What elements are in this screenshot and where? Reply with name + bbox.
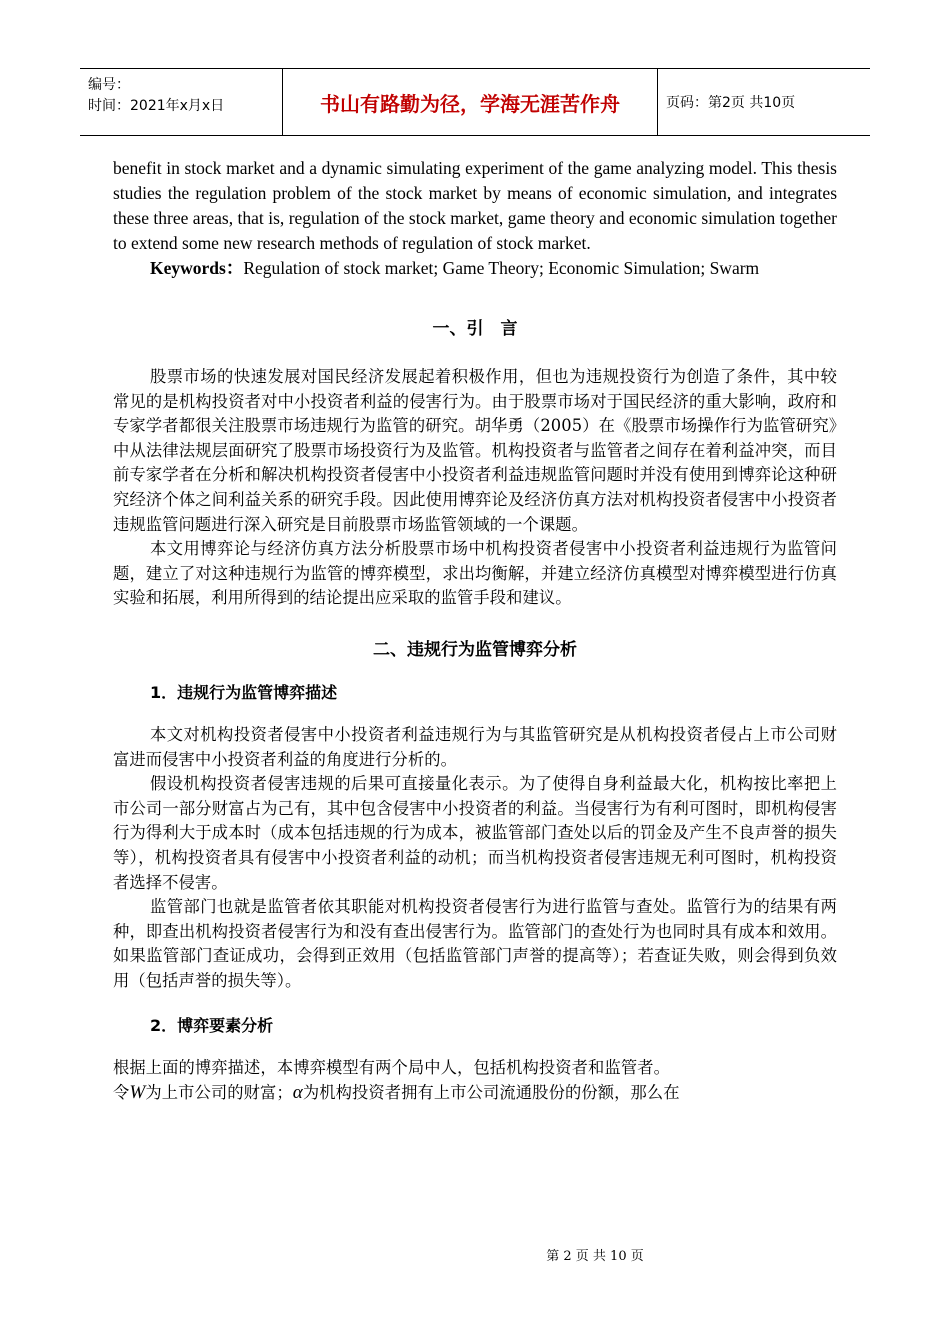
subsection1-paragraph: 假设机构投资者侵害违规的后果可直接量化表示。为了使得自身利益最大化，机构按比率把上市公司一部分财富占为己有，其中包含侵害中小投资者的利益。当侵害行为有利可图时，即机构侵害行为得利大于成本时（成本包括违规的行为成本，被监管部门查处以后的罚金及产生不良声誉的损失等），机构投资者具有侵害中小投资者利益的动机；而当机构投资者侵害违规无利可图时，机构投资者选择不侵害。 [113,774,837,892]
section2-heading: 二、违规行为监管博弈分析 [373,639,577,660]
section1-paragraph: 本文用博弈论与经济仿真方法分析股票市场中机构投资者侵害中小投资者利益违规行为监管问题，建立了对这种违规行为监管的博弈模型，求出均衡解，并建立经济仿真模型对博弈模型进行仿真实验和拓展，利用所得到的结论提出应采取的监管手段和建议。 [113,539,837,608]
header-page-info: 页码：第2页 共10页 [666,95,796,111]
page-body [113,156,837,1106]
header-number-label: 编号： [88,77,130,93]
subsection1-paragraph: 本文对机构投资者侵害中小投资者利益违规行为与其监管研究是从机构投资者侵占上市公司财富进而侵害中小投资者利益的角度进行分析的。 [113,724,837,769]
keywords-label: Keywords： [150,258,244,278]
subsection2-heading: 2．博弈要素分析 [150,1016,274,1036]
variable-w: W [129,1082,146,1104]
keywords-text: Regulation of stock market; Game Theory; Economic Simulation; Swarm [243,258,760,278]
page-header [80,68,870,136]
subsection2-paragraph-variables: 令W为上市公司的财富；α为机构投资者拥有上市公司流通股份的份额，那么在 [113,1082,680,1104]
header-time-label: 时间：2021年x月x日 [88,98,225,114]
abstract-tail: benefit in stock market and a dynamic simulating experiment of the game analyzing model. This thesis studies the regulation problem of the stock market by means of economic simulation, and integrates these three areas, that is, regulation of the stock market, game theory and economic simulation together to extend some new research methods of regulation of stock market. [113,158,837,253]
section1-heading: 一、引 言 [432,319,518,339]
subsection1-heading: 1．违规行为监管博弈描述 [150,682,338,702]
footer-page-number: 第 2 页 共 10 页 [546,1249,644,1264]
subsection1-paragraph: 监管部门也就是监管者依其职能对机构投资者侵害行为进行监管与查处。监管行为的结果有两种，即查出机构投资者侵害行为和没有查出侵害行为。监管部门的查处行为也同时具有成本和效用。如果监管部门查证成功，会得到正效用（包括监管部门声誉的提高等）；若查证失败，则会得到负效用（包括声誉的损失等）。 [113,897,837,990]
variable-alpha: α [292,1082,303,1104]
header-motto: 书山有路勤为径，学海无涯苦作舟 [282,69,658,135]
page-footer [0,1245,950,1264]
section1-paragraph: 股票市场的快速发展对国民经济发展起着积极作用，但也为违规投资行为创造了条件，其中较常见的是机构投资者对中小投资者利益的侵害行为。由于股票市场对于国民经济的重大影响，政府和专家学者都很关注股票市场违规行为监管的研究。胡华勇（2005）在《股票市场操作行为监管研究》中从法律法规层面研究了股票市场投资行为及监管。机构投资者与监管者之间存在着利益冲突，而目前专家学者在分析和解决机构投资者侵害中小投资者利益违规监管问题时并没有使用到博弈论这种研究经济个体之间利益关系的研究手段。因此使用博弈论及经济仿真方法对机构投资者侵害中小投资者违规监管问题进行深入研究是目前股票市场监管领域的一个课题。 [113,367,837,534]
subsection2-paragraph: 根据上面的博弈描述，本博弈模型有两个局中人，包括机构投资者和监管者。 [113,1058,670,1078]
header-meta [80,69,282,135]
keywords-line [113,256,837,281]
